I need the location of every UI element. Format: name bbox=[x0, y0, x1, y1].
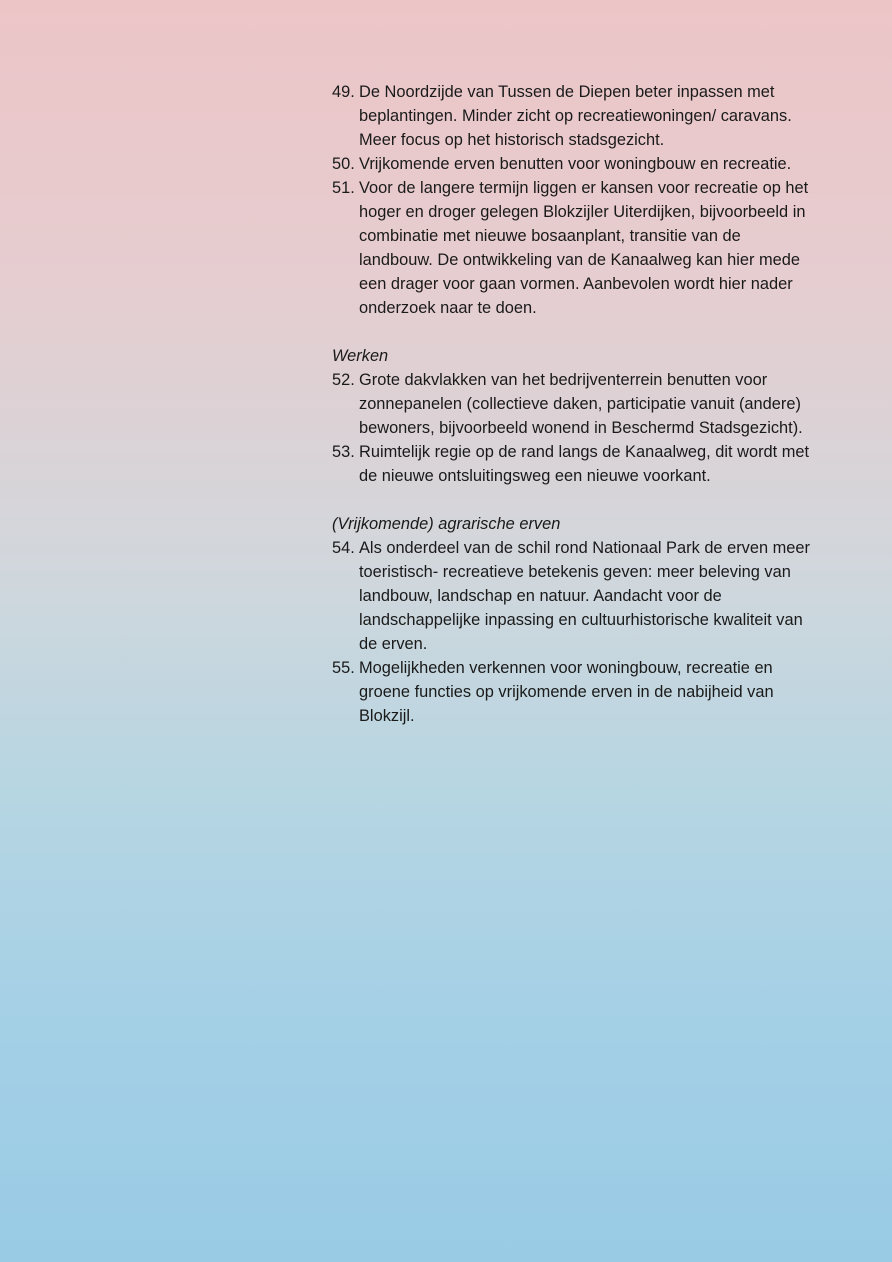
item-number: 53. bbox=[332, 443, 355, 461]
item-text: Vrijkomende erven benutten voor woningbouw en recreatie. bbox=[359, 155, 792, 173]
item-number: 55. bbox=[332, 659, 355, 677]
list-item-53 bbox=[332, 440, 812, 488]
item-number: 49. bbox=[332, 83, 355, 101]
list-item-49 bbox=[332, 80, 812, 152]
document-body bbox=[332, 80, 812, 728]
section-heading-agrarisch: (Vrijkomende) agrarische erven bbox=[332, 515, 561, 533]
item-text: De Noordzijde van Tussen de Diepen beter inpassen met beplantingen. Minder zicht op recreatiewoningen/ caravans. Meer focus op het historisch stadsgezicht. bbox=[359, 83, 792, 149]
item-text: Grote dakvlakken van het bedrijventerrein benutten voor zonnepanelen (collectieve daken, participatie vanuit (andere) bewoners, bijvoorbeeld wonend in Beschermd Stadsgezicht). bbox=[359, 371, 803, 437]
item-text: Ruimtelijk regie op de rand langs de Kanaalweg, dit wordt met de nieuwe ontsluitingsweg een nieuwe voorkant. bbox=[359, 443, 810, 485]
list-item-54 bbox=[332, 536, 812, 656]
item-number: 51. bbox=[332, 179, 355, 197]
item-number: 52. bbox=[332, 371, 355, 389]
item-text: Voor de langere termijn liggen er kansen voor recreatie op het hoger en droger gelegen Blokzijler Uiterdijken, bijvoorbeeld in combinatie met nieuwe bosaanplant, transitie van de landbouw. De ontwikkeling van de Kanaalweg kan hier mede een drager voor gaan vormen. Aanbevolen wordt hier nader onderzoek naar te doen. bbox=[359, 179, 809, 317]
spacer bbox=[332, 488, 812, 512]
list-item-51 bbox=[332, 176, 812, 320]
list-item-55 bbox=[332, 656, 812, 728]
item-text: Als onderdeel van de schil rond Nationaal Park de erven meer toeristisch- recreatieve betekenis geven: meer beleving van landbouw, landschap en natuur. Aandacht voor de landschappelijke inpassing en cultuurhistorische kwaliteit van de erven. bbox=[359, 539, 810, 653]
item-text: Mogelijkheden verkennen voor woningbouw, recreatie en groene functies op vrijkomende erven in de nabijheid van Blokzijl. bbox=[359, 659, 774, 725]
item-number: 50. bbox=[332, 155, 355, 173]
section-heading-werken: Werken bbox=[332, 347, 389, 365]
spacer bbox=[332, 320, 812, 344]
list-item-52 bbox=[332, 368, 812, 440]
list-item-50 bbox=[332, 152, 812, 176]
item-number: 54. bbox=[332, 539, 355, 557]
